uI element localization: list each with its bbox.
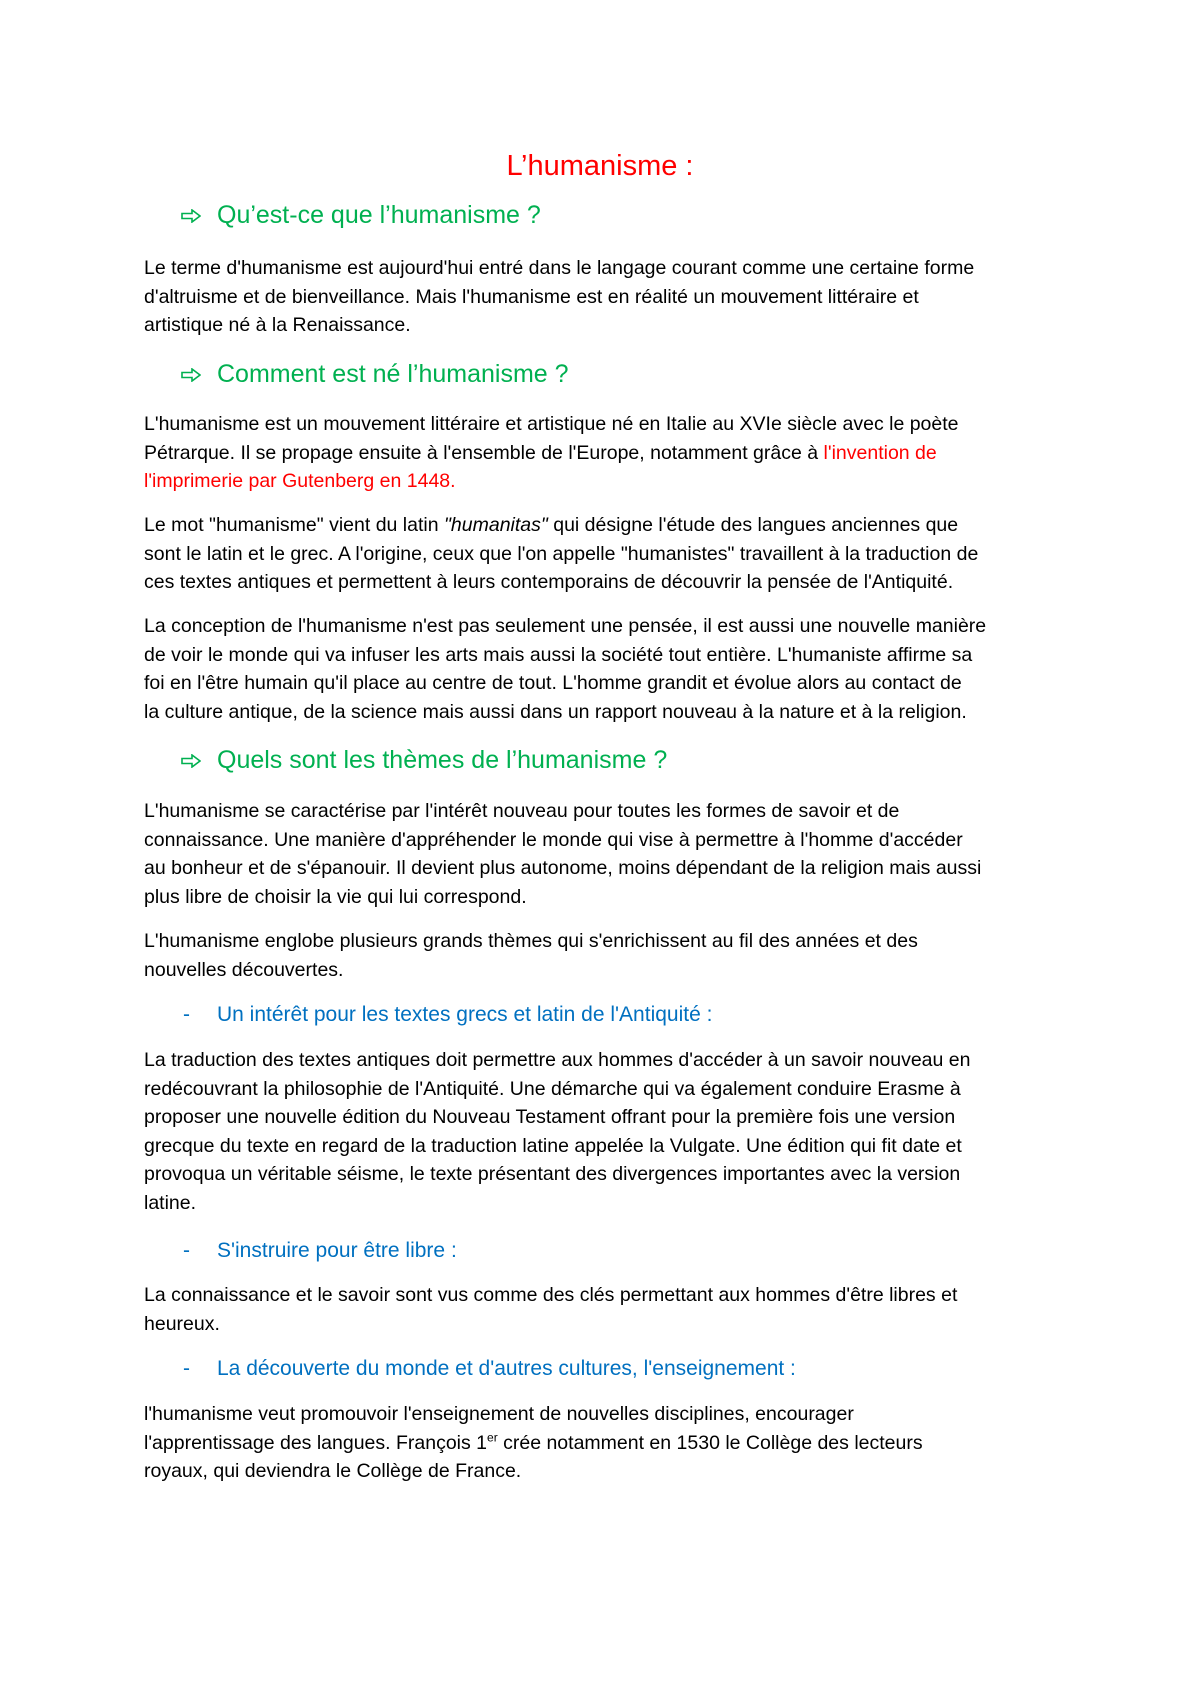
paragraph [144,410,1064,496]
paragraph [144,511,1064,597]
paragraph [144,927,1064,984]
subheading-text: S'instruire pour être libre : [217,1239,457,1262]
subheading-antiquity [183,1001,712,1029]
paragraph [144,797,1064,911]
text-line: La traduction des textes antiques doit permettre aux hommes d'accéder à un savoir nouveau en [144,1049,971,1071]
text-run: l'apprentissage des langues. François 1 [144,1431,488,1454]
subheading-education-freedom [183,1237,457,1265]
text-line: Le terme d'humanisme est aujourd'hui entré dans le langage courant comme une certaine forme [144,257,975,279]
text-line: latine. [144,1191,197,1214]
text-line: L'humanisme englobe plusieurs grands thèmes qui s'enrichissent au fil des années et des [144,930,918,952]
latin-term: "humanitas" [444,514,548,536]
text-line: d'altruisme et de bienveillance. Mais l'humanisme est en réalité un mouvement littéraire et [144,285,919,308]
text-run: crée notamment en 1530 le Collège des lecteurs [497,1431,923,1454]
subheading-text: La découverte du monde et d'autres cultures, l'enseignement : [217,1357,796,1380]
text-line: heureux. [144,1312,220,1335]
text-line: de voir le monde qui va infuser les arts mais aussi la société tout entière. L'humaniste affirme sa [144,643,973,666]
text-line: L'humanisme est un mouvement littéraire et artistique né en Italie au XVIe siècle avec le poète [144,413,959,435]
text-line: grecque du texte en regard de la traduction latine appelée la Vulgate. Une édition qui fit date et [144,1134,962,1157]
text-line: la culture antique, de la science mais aussi dans un rapport nouveau à la nature et à la religion. [144,700,967,723]
text-line: proposer une nouvelle édition du Nouveau Testament offrant pour la première fois une version [144,1106,956,1128]
text-line: nouvelles découvertes. [144,958,344,981]
list-dash: - [183,1239,190,1262]
list-dash: - [183,1003,190,1026]
paragraph [144,1046,1064,1217]
section-heading-text: Quels sont les thèmes de l’humanisme ? [217,746,668,774]
highlighted-text: l'imprimerie par Gutenberg en 1448. [144,470,456,492]
text-line [144,439,1064,468]
text-line: connaissance. Une manière d'appréhender le monde qui vise à permettre à l'homme d'accéder [144,828,963,851]
subheading-discovery [183,1355,796,1383]
paragraph [144,1281,1064,1338]
text-line: provoqua un véritable séisme, le texte présentant des divergences importantes avec la version [144,1163,961,1185]
text-line: sont le latin et le grec. A l'origine, ceux que l'on appelle "humanistes" travaillent à la traduction de [144,542,979,565]
outline-right-arrow-icon [181,359,201,389]
paragraph [144,612,1064,726]
text-line: redécouvrant la philosophie de l'Antiquité. Une démarche qui va également conduire Erasme à [144,1077,961,1100]
text-line: plus libre de choisir la vie qui lui correspond. [144,885,527,908]
section-heading-text: Comment est né l’humanisme ? [217,360,569,388]
text-run: Pétrarque. Il se propage ensuite à l'ensemble de l'Europe, notamment grâce à [144,441,824,464]
text-line: foi en l'être humain qu'il place au centre de tout. L'homme grandit et évolue alors au contact de [144,672,962,694]
paragraph [144,1400,1064,1486]
highlighted-text: l'invention de [823,441,937,464]
section-heading-origin [181,359,569,389]
text-line: artistique né à la Renaissance. [144,314,411,336]
text-line: ces textes antiques et permettent à leurs contemporains de découvrir la pensée de l'Antiquité. [144,571,954,593]
text-line [144,511,1064,540]
text-line: au bonheur et de s'épanouir. Il devient plus autonome, moins dépendant de la religion mais aussi [144,857,982,879]
text-line [144,1429,1064,1458]
subheading-text: Un intérêt pour les textes grecs et latin de l'Antiquité : [217,1003,713,1026]
text-run: qui désigne l'étude des langues anciennes que [547,514,959,536]
text-line: l'humanisme veut promouvoir l'enseignement de nouvelles disciplines, encourager [144,1403,854,1425]
section-heading-themes [181,745,667,775]
text-run: Le mot "humanisme" vient du latin [144,514,444,536]
section-heading-text: Qu’est-ce que l’humanisme ? [217,201,541,229]
text-line: La connaissance et le savoir sont vus comme des clés permettant aux hommes d'être libres et [144,1284,958,1306]
text-line: L'humanisme se caractérise par l'intérêt nouveau pour toutes les formes de savoir et de [144,800,900,822]
outline-right-arrow-icon [181,745,201,775]
outline-right-arrow-icon [181,200,201,230]
text-line: La conception de l'humanisme n'est pas seulement une pensée, il est aussi une nouvelle manière [144,615,987,637]
superscript: er [487,1430,498,1444]
page-title: L’humanisme : [506,150,694,182]
list-dash: - [183,1357,190,1380]
section-heading-what-is [181,200,541,230]
text-line: royaux, qui deviendra le Collège de France. [144,1460,522,1482]
paragraph [144,254,1064,340]
